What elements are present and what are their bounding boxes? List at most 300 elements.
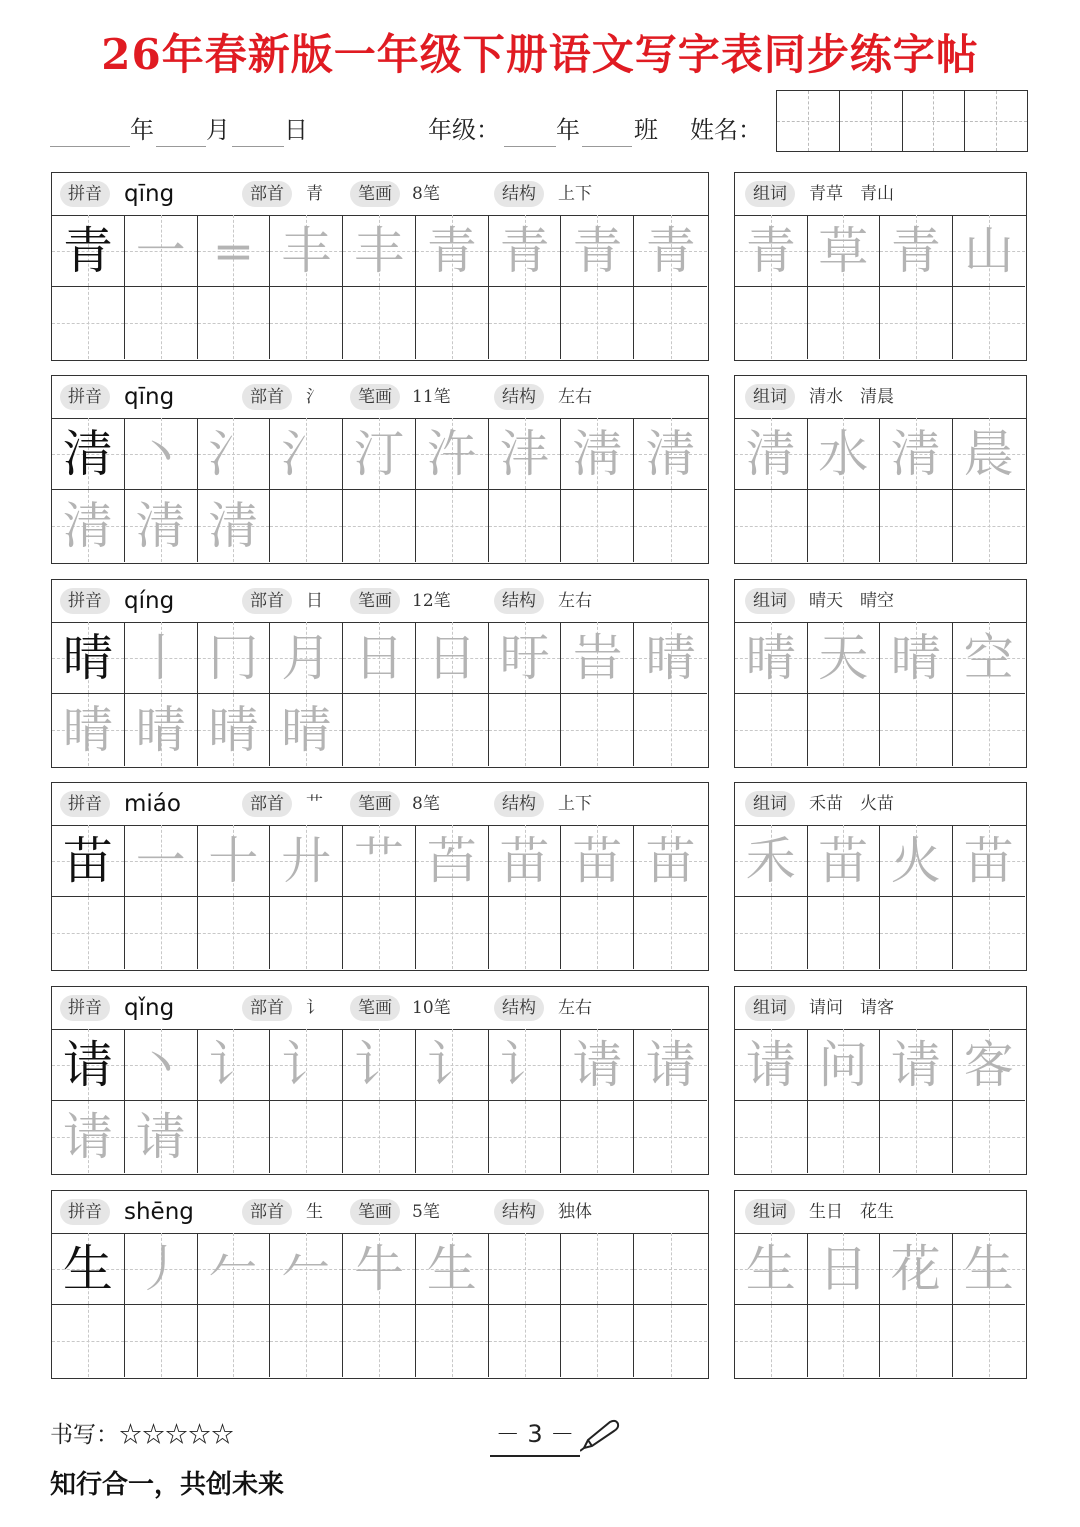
guide-line: [489, 933, 561, 934]
writing-cell[interactable]: [808, 418, 881, 490]
guide-line: [343, 730, 415, 731]
writing-cell[interactable]: [52, 622, 125, 694]
trace-character: 晴: [208, 701, 259, 759]
writing-cell[interactable]: [52, 1305, 125, 1377]
writing-cell[interactable]: [416, 1029, 489, 1101]
trace-character: 清: [890, 424, 941, 483]
writing-cell[interactable]: [561, 287, 634, 359]
writing-cell[interactable]: [561, 215, 634, 287]
strokes-value: 11笔: [412, 387, 451, 407]
guide-line: [953, 526, 1026, 527]
writing-cell[interactable]: [343, 622, 416, 694]
class-blank[interactable]: [582, 146, 632, 147]
guide-line: [808, 526, 880, 527]
writing-cell[interactable]: [808, 287, 881, 359]
writing-cell[interactable]: [735, 1233, 808, 1305]
guide-line: [880, 323, 952, 324]
trace-character: =: [212, 221, 255, 280]
trace-character: 晴: [645, 628, 696, 687]
writing-cell[interactable]: [953, 287, 1026, 359]
character-info: [52, 376, 708, 419]
practice-grid: [52, 1233, 708, 1378]
grade-blank[interactable]: [504, 146, 556, 147]
guide-line: [735, 933, 807, 934]
writing-cell[interactable]: [489, 694, 562, 766]
writing-cell[interactable]: [52, 418, 125, 490]
guide-line: [52, 1341, 124, 1342]
name-box[interactable]: [776, 90, 1028, 152]
writing-cell[interactable]: [489, 1101, 562, 1173]
words-value: 生日 花生: [809, 1202, 894, 1222]
strokes-label: 笔画: [350, 791, 400, 817]
trace-character: 一: [135, 221, 186, 280]
writing-cell[interactable]: [416, 1101, 489, 1173]
trace-character: 苗: [572, 831, 623, 890]
grade-year-label: 年: [556, 116, 580, 144]
writing-cell[interactable]: [343, 1101, 416, 1173]
words-label: 组词: [745, 384, 795, 410]
writing-cell[interactable]: [198, 287, 271, 359]
word-grid: [735, 418, 1026, 563]
word-info: [735, 376, 1026, 419]
word-grid: [735, 825, 1026, 970]
trace-character: 沣: [499, 424, 550, 483]
writing-cell[interactable]: [489, 622, 562, 694]
guide-line: [198, 1341, 270, 1342]
writing-cell[interactable]: [198, 490, 271, 562]
strokes-label: 笔画: [350, 181, 400, 207]
writing-cell[interactable]: [634, 215, 707, 287]
writing-cell[interactable]: [416, 215, 489, 287]
writing-cell[interactable]: [416, 694, 489, 766]
writing-cell[interactable]: [52, 215, 125, 287]
writing-cell[interactable]: [416, 1305, 489, 1377]
writing-cell[interactable]: [270, 1101, 343, 1173]
writing-cell[interactable]: [416, 490, 489, 562]
writing-cell[interactable]: [735, 215, 808, 287]
writing-cell[interactable]: [125, 897, 198, 969]
guide-line: [953, 323, 1026, 324]
writing-cell[interactable]: [343, 1305, 416, 1377]
writing-cell[interactable]: [489, 215, 562, 287]
trace-character: 青: [745, 221, 796, 280]
writing-cell[interactable]: [808, 215, 881, 287]
trace-character: 日: [818, 1239, 869, 1298]
character-info: [52, 580, 708, 623]
words-label: 组词: [745, 791, 795, 817]
writing-cell[interactable]: [198, 418, 271, 490]
writing-cell[interactable]: [125, 825, 198, 897]
word-info: [735, 783, 1026, 826]
writing-cell[interactable]: [416, 418, 489, 490]
writing-cell[interactable]: [634, 694, 707, 766]
writing-cell[interactable]: [489, 418, 562, 490]
guide-line: [489, 323, 561, 324]
writing-cell[interactable]: [953, 622, 1026, 694]
writing-cell[interactable]: [198, 694, 271, 766]
grade-label: 年级：: [428, 116, 500, 144]
writing-cell[interactable]: [416, 287, 489, 359]
writing-cell[interactable]: [198, 897, 271, 969]
writing-cell[interactable]: [561, 1101, 634, 1173]
words-label: 组词: [745, 995, 795, 1021]
writing-cell[interactable]: [808, 825, 881, 897]
writing-cell[interactable]: [880, 1029, 953, 1101]
writing-cell[interactable]: [561, 418, 634, 490]
writing-cell[interactable]: [561, 622, 634, 694]
writing-cell[interactable]: [880, 215, 953, 287]
trace-character: 清: [135, 497, 186, 555]
writing-cell[interactable]: [561, 1233, 634, 1305]
writing-cell[interactable]: [198, 1305, 271, 1377]
model-character: 青: [62, 221, 113, 280]
writing-cell[interactable]: [953, 825, 1026, 897]
model-character: 生: [62, 1239, 113, 1298]
writing-cell[interactable]: [880, 1101, 953, 1173]
writing-cell[interactable]: [52, 1233, 125, 1305]
writing-cell[interactable]: [489, 1305, 562, 1377]
day-blank[interactable]: [232, 146, 284, 147]
writing-cell[interactable]: [343, 490, 416, 562]
pinyin-value: qīng: [124, 384, 175, 410]
pinyin-value: qíng: [124, 588, 175, 614]
guide-line: [561, 1137, 633, 1138]
trace-character: 讠: [353, 1035, 404, 1094]
writing-cell[interactable]: [808, 1305, 881, 1377]
word-grid: [735, 215, 1026, 360]
writing-cell[interactable]: [489, 897, 562, 969]
writing-cell[interactable]: [270, 825, 343, 897]
word-info: [735, 173, 1026, 216]
writing-cell[interactable]: [270, 287, 343, 359]
writing-cell[interactable]: [735, 825, 808, 897]
writing-cell[interactable]: [52, 287, 125, 359]
structure-label: 结构: [494, 181, 544, 207]
pinyin-value: shēng: [124, 1199, 194, 1225]
guide-line: [343, 933, 415, 934]
writing-cell[interactable]: [634, 1029, 707, 1101]
writing-cell[interactable]: [270, 418, 343, 490]
pinyin-value: qīng: [124, 181, 175, 207]
writing-cell[interactable]: [735, 418, 808, 490]
trace-character: 冂: [208, 628, 259, 687]
name-cell[interactable]: [903, 91, 966, 151]
guide-line: [953, 1341, 1026, 1342]
guide-line: [561, 526, 633, 527]
model-character: 请: [62, 1035, 113, 1094]
guide-line: [270, 526, 342, 527]
practice-grid: [52, 1029, 708, 1174]
structure-value: 左右: [558, 591, 592, 611]
writing-cell[interactable]: [953, 1233, 1026, 1305]
writing-cell[interactable]: [270, 622, 343, 694]
writing-cell[interactable]: [880, 825, 953, 897]
trace-character: 氵: [281, 424, 332, 483]
writing-cell[interactable]: [198, 1233, 271, 1305]
writing-cell[interactable]: [52, 897, 125, 969]
model-character: 苗: [62, 831, 113, 890]
trace-character: 山: [963, 221, 1014, 280]
strokes-label: 笔画: [350, 384, 400, 410]
word-card: [734, 172, 1027, 361]
words-value: 清水 清晨: [809, 387, 894, 407]
trace-character: 汀: [353, 424, 404, 483]
radical-label: 部首: [242, 588, 292, 614]
writing-cell[interactable]: [343, 287, 416, 359]
trace-character: 青: [890, 221, 941, 280]
writing-cell[interactable]: [343, 1029, 416, 1101]
writing-cell[interactable]: [489, 287, 562, 359]
writing-cell[interactable]: [634, 622, 707, 694]
guide-line: [489, 1137, 561, 1138]
writing-cell[interactable]: [735, 622, 808, 694]
pinyin-label: 拼音: [60, 384, 110, 410]
guide-line: [489, 1269, 561, 1270]
writing-cell[interactable]: [880, 897, 953, 969]
writing-cell[interactable]: [270, 215, 343, 287]
trace-character: 晴: [62, 701, 113, 759]
month-blank[interactable]: [156, 146, 206, 147]
writing-cell[interactable]: [489, 490, 562, 562]
writing-cell[interactable]: [270, 490, 343, 562]
guide-line: [880, 730, 952, 731]
writing-cell[interactable]: [416, 1233, 489, 1305]
guide-line: [125, 323, 197, 324]
writing-cell[interactable]: [880, 287, 953, 359]
writing-cell[interactable]: [880, 622, 953, 694]
writing-cell[interactable]: [52, 694, 125, 766]
guide-line: [198, 933, 270, 934]
writing-cell[interactable]: [125, 287, 198, 359]
writing-cell[interactable]: [489, 825, 562, 897]
trace-character: 晴: [281, 701, 332, 759]
writing-cell[interactable]: [125, 1305, 198, 1377]
writing-cell[interactable]: [808, 490, 881, 562]
trace-character: 青: [645, 221, 696, 280]
trace-character: 𠂉: [208, 1239, 259, 1298]
trace-character: 牛: [353, 1239, 404, 1298]
writing-cell[interactable]: [634, 418, 707, 490]
trace-character: 讠: [499, 1035, 550, 1094]
writing-cell[interactable]: [416, 897, 489, 969]
writing-cell[interactable]: [270, 1029, 343, 1101]
writing-cell[interactable]: [198, 622, 271, 694]
writing-cell[interactable]: [880, 490, 953, 562]
guide-line: [561, 323, 633, 324]
trace-character: 丨: [135, 628, 186, 687]
writing-cell[interactable]: [198, 1101, 271, 1173]
writing-cell[interactable]: [634, 825, 707, 897]
writing-cell[interactable]: [125, 215, 198, 287]
trace-character: 𠂉: [281, 1239, 332, 1298]
writing-cell[interactable]: [270, 897, 343, 969]
guide-line: [880, 933, 952, 934]
writing-cell[interactable]: [735, 1305, 808, 1377]
writing-cell[interactable]: [52, 825, 125, 897]
trace-character: 请: [645, 1035, 696, 1094]
class-label: 班: [634, 116, 658, 144]
writing-cell[interactable]: [561, 825, 634, 897]
guide-line: [634, 1341, 707, 1342]
writing-cell[interactable]: [634, 1305, 707, 1377]
writing-cell[interactable]: [634, 1101, 707, 1173]
trace-character: 苗: [499, 831, 550, 890]
radical-value: 青: [306, 184, 323, 204]
writing-cell[interactable]: [953, 1305, 1026, 1377]
strokes-label: 笔画: [350, 1199, 400, 1225]
word-card: [734, 782, 1027, 971]
writing-cell[interactable]: [198, 1029, 271, 1101]
trace-character: 氵: [208, 424, 259, 483]
writing-cell[interactable]: [735, 694, 808, 766]
trace-character: 请: [135, 1108, 186, 1166]
writing-cell[interactable]: [561, 1305, 634, 1377]
writing-cell[interactable]: [52, 1029, 125, 1101]
writing-cell[interactable]: [953, 490, 1026, 562]
trace-character: 水: [818, 424, 869, 483]
writing-cell[interactable]: [270, 1233, 343, 1305]
pinyin-label: 拼音: [60, 995, 110, 1021]
guide-line: [343, 323, 415, 324]
guide-line: [416, 526, 488, 527]
guide-line: [561, 1341, 633, 1342]
writing-cell[interactable]: [125, 490, 198, 562]
trace-character: 艹: [353, 831, 404, 890]
writing-cell[interactable]: [953, 215, 1026, 287]
writing-cell[interactable]: [808, 1233, 881, 1305]
trace-character: 丰: [281, 221, 332, 280]
word-card: [734, 986, 1027, 1175]
writing-cell[interactable]: [343, 418, 416, 490]
writing-cell[interactable]: [808, 897, 881, 969]
writing-cell[interactable]: [561, 1029, 634, 1101]
writing-cell[interactable]: [880, 418, 953, 490]
writing-cell[interactable]: [343, 1233, 416, 1305]
trace-character: 苗: [963, 831, 1014, 890]
writing-cell[interactable]: [198, 215, 271, 287]
guide-line: [880, 1137, 952, 1138]
character-card: [51, 782, 709, 971]
writing-cell[interactable]: [125, 694, 198, 766]
guide-line: [489, 730, 561, 731]
writing-cell[interactable]: [52, 490, 125, 562]
writing-cell[interactable]: [808, 1101, 881, 1173]
writing-cell[interactable]: [343, 897, 416, 969]
slogan: 知行合一，共创未来: [50, 1470, 285, 1500]
guide-line: [808, 933, 880, 934]
guide-line: [880, 526, 952, 527]
word-card: [734, 1190, 1027, 1379]
writing-cell[interactable]: [125, 1029, 198, 1101]
writing-cell[interactable]: [634, 1233, 707, 1305]
writing-cell[interactable]: [270, 1305, 343, 1377]
writing-cell[interactable]: [735, 1029, 808, 1101]
trace-character: 草: [818, 221, 869, 280]
writing-cell[interactable]: [270, 694, 343, 766]
model-character: 清: [62, 424, 113, 483]
writing-cell[interactable]: [880, 694, 953, 766]
writing-cell[interactable]: [953, 694, 1026, 766]
writing-cell[interactable]: [489, 1029, 562, 1101]
writing-cell[interactable]: [343, 825, 416, 897]
radical-value: 生: [306, 1202, 323, 1222]
writing-cell[interactable]: [343, 215, 416, 287]
writing-cell[interactable]: [953, 897, 1026, 969]
month-label: 月: [206, 116, 230, 144]
writing-cell[interactable]: [634, 490, 707, 562]
radical-label: 部首: [242, 384, 292, 410]
writing-cell[interactable]: [416, 825, 489, 897]
character-card: [51, 579, 709, 768]
writing-cell[interactable]: [735, 897, 808, 969]
trace-character: 客: [963, 1035, 1014, 1094]
writing-cell[interactable]: [125, 622, 198, 694]
trace-character: 清: [645, 424, 696, 483]
words-label: 组词: [745, 181, 795, 207]
writing-cell[interactable]: [634, 897, 707, 969]
word-grid: [735, 1233, 1026, 1378]
writing-cell[interactable]: [880, 1233, 953, 1305]
writing-cell[interactable]: [735, 287, 808, 359]
structure-label: 结构: [494, 791, 544, 817]
writing-cell[interactable]: [880, 1305, 953, 1377]
writing-cell[interactable]: [198, 825, 271, 897]
writing-cell[interactable]: [735, 1101, 808, 1173]
writing-cell[interactable]: [489, 1233, 562, 1305]
trace-character: 晴: [890, 628, 941, 687]
guide-line: [270, 1341, 342, 1342]
writing-cell[interactable]: [561, 694, 634, 766]
writing-cell[interactable]: [561, 897, 634, 969]
pinyin-label: 拼音: [60, 588, 110, 614]
trace-character: 旴: [499, 628, 550, 687]
writing-cell[interactable]: [125, 1101, 198, 1173]
writing-cell[interactable]: [953, 418, 1026, 490]
structure-value: 上下: [558, 794, 592, 814]
pinyin-value: qǐng: [124, 995, 175, 1021]
writing-cell[interactable]: [735, 490, 808, 562]
trace-character: 天: [818, 628, 869, 687]
writing-cell[interactable]: [953, 1101, 1026, 1173]
writing-cell[interactable]: [808, 694, 881, 766]
trace-character: 生: [426, 1239, 477, 1298]
writing-cell[interactable]: [125, 1233, 198, 1305]
strokes-value: 5笔: [412, 1202, 440, 1222]
year-blank[interactable]: [50, 146, 130, 147]
writing-cell[interactable]: [52, 1101, 125, 1173]
character-info: [52, 173, 708, 216]
trace-character: 丰: [353, 221, 404, 280]
guide-line: [343, 1341, 415, 1342]
writing-cell[interactable]: [808, 622, 881, 694]
writing-cell[interactable]: [561, 490, 634, 562]
word-grid: [735, 1029, 1026, 1174]
strokes-value: 8笔: [412, 184, 440, 204]
writing-cell[interactable]: [953, 1029, 1026, 1101]
trace-character: 丶: [135, 1035, 186, 1094]
writing-cell[interactable]: [416, 622, 489, 694]
name-cell[interactable]: [965, 91, 1027, 151]
name-cell[interactable]: [777, 91, 840, 151]
writing-cell[interactable]: [634, 287, 707, 359]
strokes-value: 10笔: [412, 998, 451, 1018]
writing-cell[interactable]: [808, 1029, 881, 1101]
writing-cell[interactable]: [125, 418, 198, 490]
name-cell[interactable]: [840, 91, 903, 151]
writing-cell[interactable]: [343, 694, 416, 766]
trace-character: 讠: [426, 1035, 477, 1094]
character-info: [52, 1191, 708, 1234]
